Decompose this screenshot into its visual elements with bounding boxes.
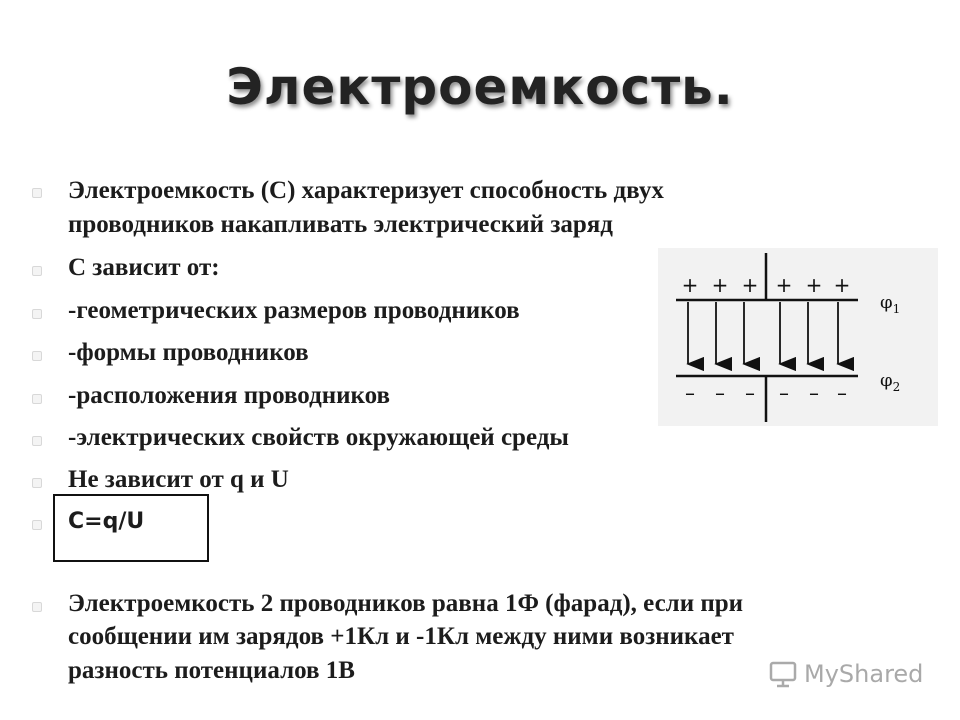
bullet-text: Не зависит от q и U (68, 466, 289, 493)
bullet-text: -электрических свойств окружающей среды (68, 424, 569, 451)
formula-text: C=q/U (68, 509, 145, 534)
bullet-icon (30, 434, 44, 448)
minus-sign: – (685, 381, 695, 405)
presentation-board-icon (768, 659, 798, 689)
bullet-text-continued: проводников накапливать электрический заряд (68, 211, 613, 238)
phi1-label: $\varphi_1$ (880, 292, 901, 316)
bullet-text-continued: сообщении им зарядов +1Кл и -1Кл между ними возникает (68, 623, 734, 650)
slide-title: Электроемкость. (226, 58, 734, 116)
bullet-text: Электроемкость (С) характеризует способность двух (68, 177, 664, 204)
bullet-text: -расположения проводников (68, 382, 390, 409)
bullet-icon (30, 392, 44, 406)
bullet-icon (30, 186, 44, 200)
minus-sign: – (837, 381, 847, 405)
plus-sign: + (775, 273, 793, 297)
bullet-text: Электроемкость 2 проводников равна 1Ф (фарад), если при (68, 590, 744, 617)
bullet-icon (30, 476, 44, 490)
bullet-icon (30, 600, 44, 614)
plus-sign: + (681, 273, 699, 297)
plus-sign: + (711, 273, 729, 297)
minus-sign: – (745, 381, 755, 405)
watermark-text: MyShared (804, 660, 924, 688)
bullet-text: -формы проводников (68, 339, 309, 366)
phi2-label: $\varphi_2$ (880, 370, 901, 394)
bullet-icon (30, 307, 44, 321)
plus-sign: + (805, 273, 823, 297)
bullet-icon (30, 264, 44, 278)
bullet-icon (30, 518, 44, 532)
capacitor-field-diagram (658, 248, 938, 426)
minus-sign: – (715, 381, 725, 405)
bullet-text: -геометрических размеров проводников (68, 297, 520, 324)
bullet-text: С зависит от: (68, 254, 220, 281)
bullet-icon (30, 349, 44, 363)
minus-sign: – (809, 381, 819, 405)
plus-sign: + (741, 273, 759, 297)
minus-sign: – (779, 381, 789, 405)
bullet-text-continued: разность потенциалов 1В (68, 657, 355, 684)
plus-sign: + (833, 273, 851, 297)
watermark (768, 656, 923, 692)
